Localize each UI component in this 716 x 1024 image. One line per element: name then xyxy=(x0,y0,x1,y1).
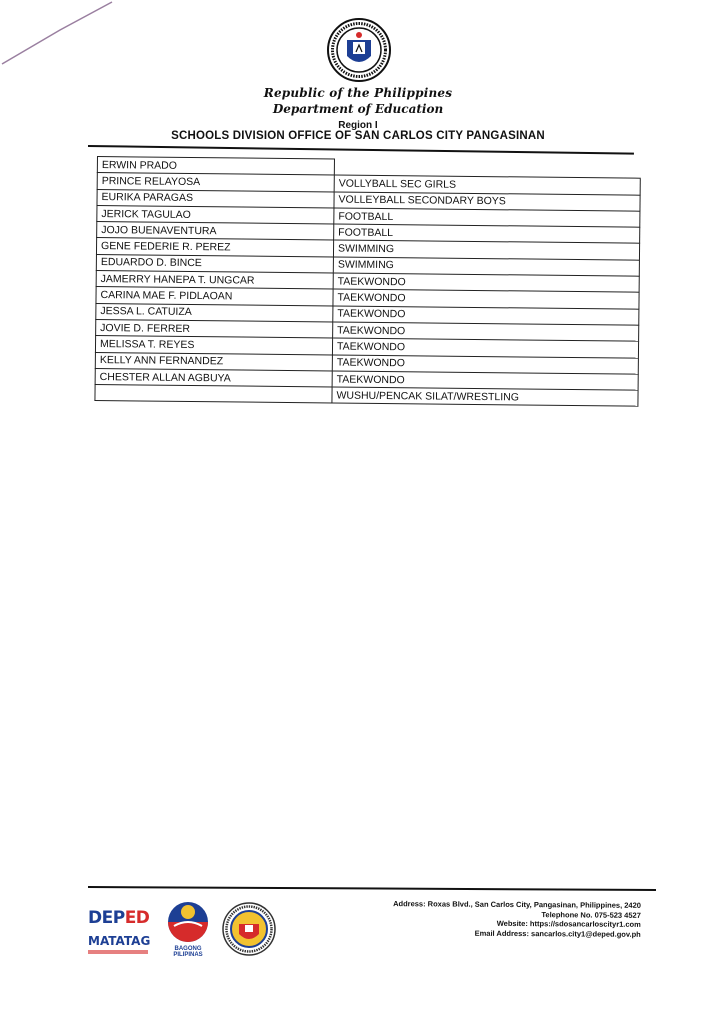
sport-event: FOOTBALL xyxy=(334,208,640,228)
bagong-pilipinas-caption: BAGONG PILIPINAS xyxy=(173,946,203,958)
contact-address: Address: Roxas Blvd., San Carlos City, Pangasinan, Philippines, 2420 xyxy=(393,899,642,910)
contact-email: Email Address: sancarlos.city1@deped.gov.ph xyxy=(474,928,641,939)
bagong-pilipinas-icon xyxy=(160,898,216,946)
athlete-name: JOJO BUENAVENTURA xyxy=(97,222,334,241)
sport-event: FOOTBALL xyxy=(334,224,640,244)
bagong-pilipinas-logo xyxy=(160,898,216,958)
athlete-name: PRINCE RELAYOSA xyxy=(97,173,334,192)
sport-event: TAEKWONDO xyxy=(333,306,639,326)
sport-event: TAEKWONDO xyxy=(332,338,638,358)
sport-event: TAEKWONDO xyxy=(332,371,638,391)
footer-divider xyxy=(88,886,656,891)
sport-event: VOLLEYBALL SECONDARY BOYS xyxy=(334,192,640,212)
athlete-name: JESSA L. CATUIZA xyxy=(96,303,333,322)
header-divider xyxy=(88,145,634,155)
header-republic: Republic of the Philippines xyxy=(263,86,453,100)
sport-event: SWIMMING xyxy=(333,257,639,277)
header-office: SCHOOLS DIVISION OFFICE OF SAN CARLOS CITY PANGASINAN xyxy=(171,130,545,142)
matatag-wordmark: MATATAG xyxy=(88,934,151,948)
header-region: Region I xyxy=(338,120,378,131)
contact-telephone: Telephone No. 075-523 4527 xyxy=(541,909,642,920)
sport-event: TAEKWONDO xyxy=(333,289,639,309)
athlete-name: EURIKA PARAGAS xyxy=(97,189,334,208)
athlete-name: GENE FEDERIE R. PEREZ xyxy=(96,238,333,257)
athlete-name: EDUARDO D. BINCE xyxy=(96,254,333,273)
sport-event: WUSHU/PENCAK SILAT/WRESTLING xyxy=(332,387,638,407)
athlete-name xyxy=(95,385,332,404)
sport-event: VOLLYBALL SEC GIRLS xyxy=(334,175,640,195)
contact-block xyxy=(393,899,641,939)
contact-website: Website: https://sdosancarloscityr1.com xyxy=(496,918,641,929)
sdo-san-carlos-seal-icon xyxy=(222,902,276,956)
sport-event: TAEKWONDO xyxy=(333,273,639,293)
athlete-name: MELISSA T. REYES xyxy=(95,336,332,355)
deped-matatag-logo xyxy=(88,902,150,958)
deped-wordmark xyxy=(88,908,149,928)
athlete-name: JAMERRY HANEPA T. UNGCAR xyxy=(96,271,333,290)
athlete-name: KELLY ANN FERNANDEZ xyxy=(95,352,332,371)
pen-mark xyxy=(0,0,120,70)
sport-event: SWIMMING xyxy=(333,240,639,260)
athlete-name: CHESTER ALLAN AGBUYA xyxy=(95,368,332,387)
deped-wordmark-right: ED xyxy=(124,908,150,928)
sport-event: TAEKWONDO xyxy=(333,322,639,342)
athlete-name: JOVIE D. FERRER xyxy=(96,319,333,338)
sport-event: TAEKWONDO xyxy=(332,355,638,375)
roster-table xyxy=(94,156,641,407)
matatag-underline xyxy=(88,950,148,954)
deped-wordmark-left: DEP xyxy=(88,908,125,928)
athlete-name: CARINA MAE F. PIDLAOAN xyxy=(96,287,333,306)
athlete-name: JERICK TAGULAO xyxy=(97,205,334,224)
athlete-name: ERWIN PRADO xyxy=(97,157,334,176)
deped-seal-icon xyxy=(327,18,391,82)
header-department: Department of Education xyxy=(272,102,444,116)
